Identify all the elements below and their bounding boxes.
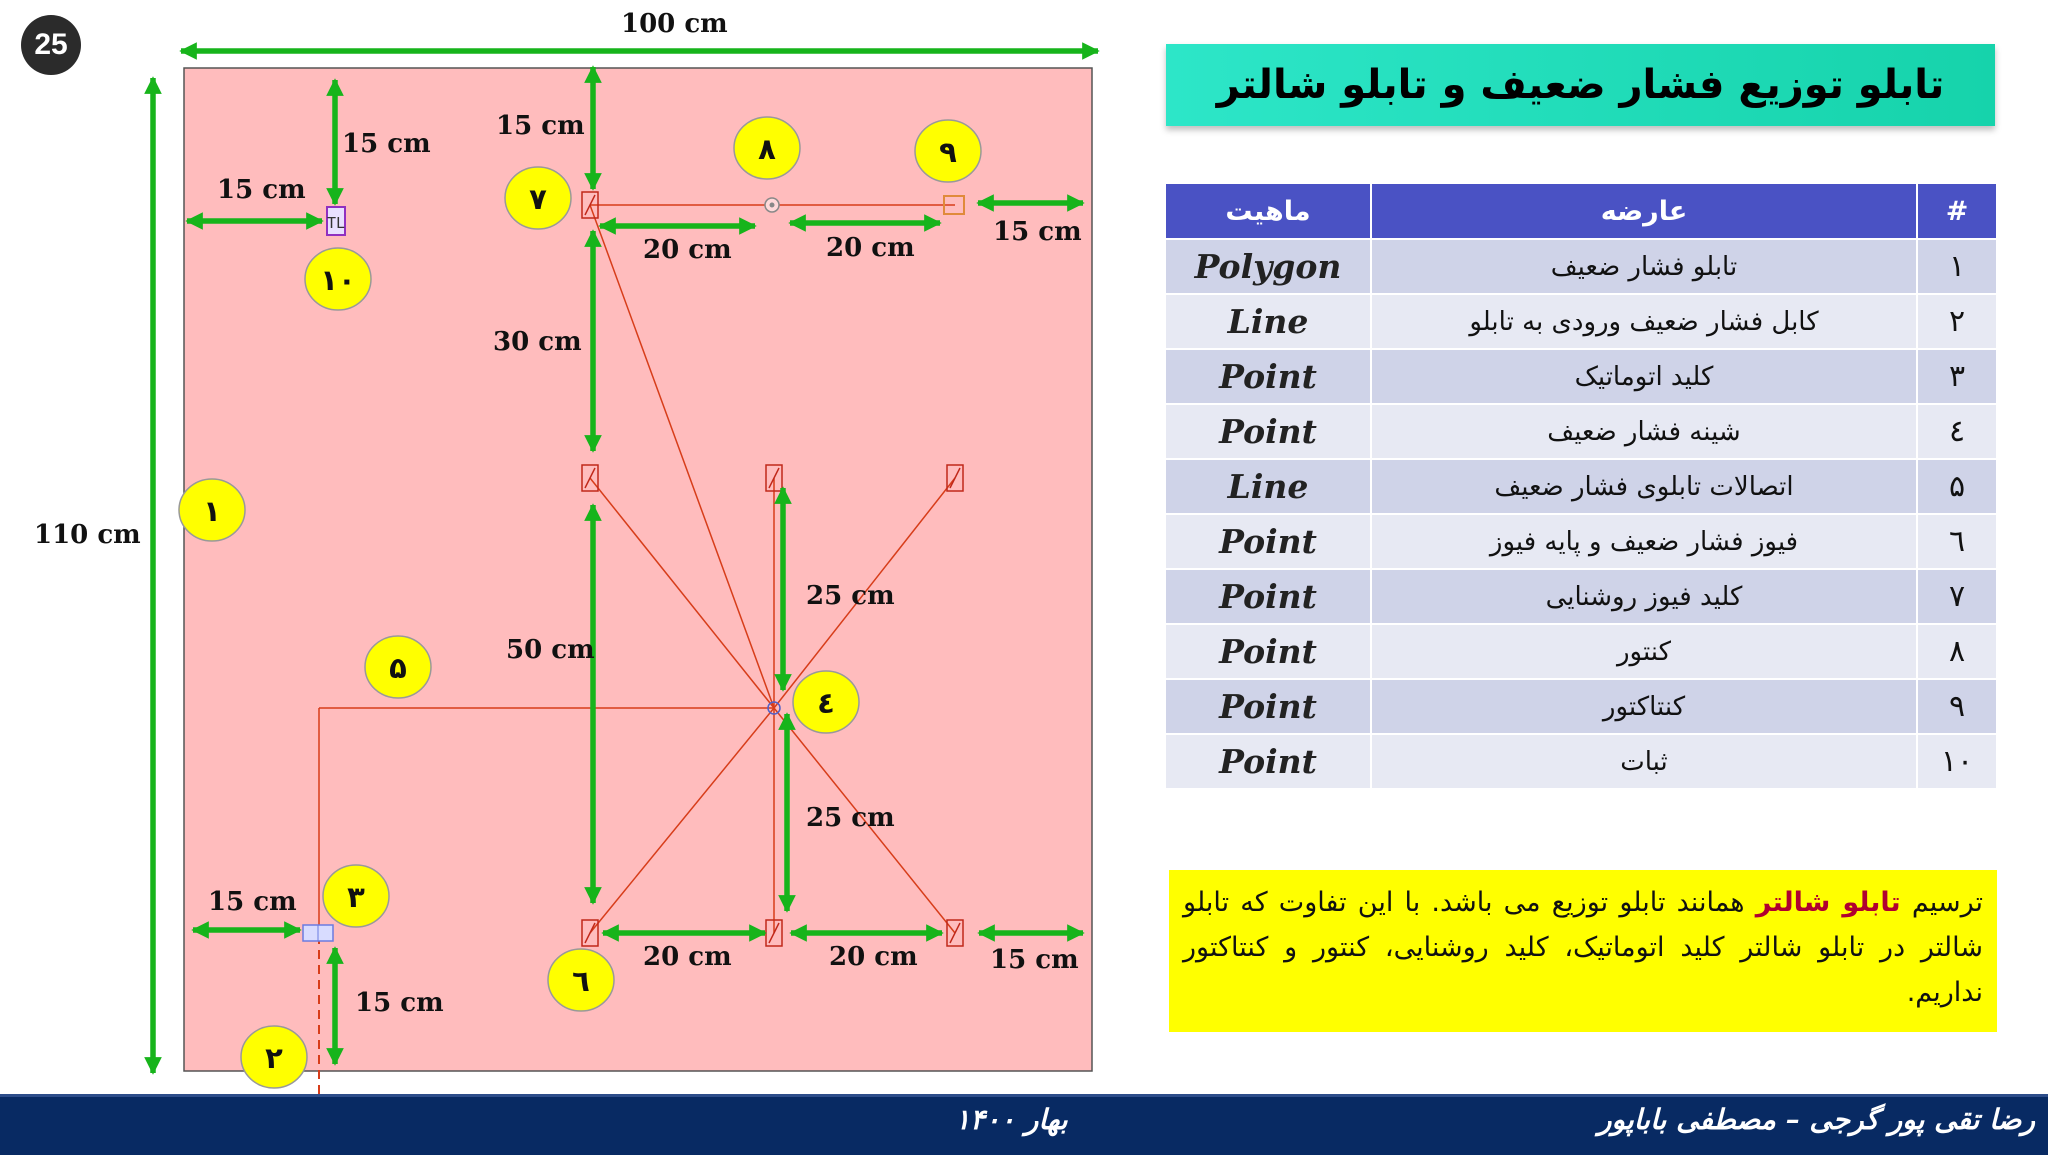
dim-label-top-left-v: 15 cm bbox=[342, 129, 431, 159]
table-row bbox=[1166, 239, 1997, 294]
dim-label-top-left-h: 15 cm bbox=[217, 175, 306, 205]
row-feature: ثبات bbox=[1371, 734, 1917, 788]
row-num: ۷ bbox=[1917, 569, 1997, 624]
table-row bbox=[1166, 514, 1997, 569]
svg-text:۱۰: ۱۰ bbox=[320, 263, 356, 297]
table-row bbox=[1166, 569, 1997, 624]
dim-label-lower-v: 50 cm bbox=[506, 635, 595, 665]
page-title: تابلو توزیع فشار ضعیف و تابلو شالتر bbox=[1216, 62, 1945, 108]
table-row bbox=[1166, 294, 1997, 349]
note-box bbox=[1169, 870, 1997, 1032]
dim-label-center-up: 25 cm bbox=[806, 581, 895, 611]
row-num: ٦ bbox=[1917, 514, 1997, 569]
marker-7 bbox=[505, 167, 571, 229]
row-feature: شینه فشار ضعیف bbox=[1371, 404, 1917, 459]
legend-header-num: # bbox=[1917, 184, 1997, 239]
row-type: Point bbox=[1166, 349, 1371, 404]
dim-label-width: 100 cm bbox=[621, 9, 728, 39]
row-type: Point bbox=[1166, 404, 1371, 459]
svg-text:۱: ۱ bbox=[203, 494, 221, 528]
svg-text:۸: ۸ bbox=[758, 132, 776, 166]
row-feature: اتصالات تابلوی فشار ضعیف bbox=[1371, 459, 1917, 514]
dim-label-bot-h2: 20 cm bbox=[829, 942, 918, 972]
dim-label-center-down: 25 cm bbox=[806, 803, 895, 833]
title-banner bbox=[1166, 44, 1995, 126]
marker-8 bbox=[734, 117, 800, 179]
svg-text:٤: ٤ bbox=[817, 686, 835, 720]
marker-4 bbox=[793, 671, 859, 733]
row-type: Line bbox=[1166, 294, 1371, 349]
row-num: ٤ bbox=[1917, 404, 1997, 459]
dim-label-height: 110 cm bbox=[34, 520, 141, 550]
dim-label-top-v: 15 cm bbox=[496, 111, 585, 141]
svg-text:۷: ۷ bbox=[529, 182, 547, 216]
footer-authors: رضا تقی پور گرجی – مصطفی باباپور bbox=[1598, 1103, 2035, 1136]
row-feature: کنتور bbox=[1371, 624, 1917, 679]
svg-text:۵: ۵ bbox=[389, 651, 407, 685]
marker-5 bbox=[365, 636, 431, 698]
row-type: Point bbox=[1166, 679, 1371, 734]
row-num: ۹ bbox=[1917, 679, 1997, 734]
row-type: Point bbox=[1166, 734, 1371, 788]
note-highlight: تابلو شالتر bbox=[1755, 887, 1901, 918]
dim-label-top-h2: 20 cm bbox=[826, 233, 915, 263]
legend-header-feature: عارضه bbox=[1371, 184, 1917, 239]
dim-label-bot-right: 15 cm bbox=[990, 945, 1079, 975]
meter-symbol bbox=[765, 198, 779, 212]
row-feature: کلید اتوماتیک bbox=[1371, 349, 1917, 404]
note-text: همانند تابلو توزیع می باشد. با این تفاوت که تابلو شالتر در تابلو شالتر کلید اتوماتیک، کلید روشنایی، کنتور و کنتاکتور نداریم. bbox=[1183, 887, 1983, 1008]
dim-label-bot-left-v: 15 cm bbox=[355, 988, 444, 1018]
thermostat-symbol bbox=[327, 207, 345, 235]
row-feature: کلید فیوز روشنایی bbox=[1371, 569, 1917, 624]
marker-2 bbox=[241, 1026, 307, 1088]
dim-label-bot-h1: 20 cm bbox=[643, 942, 732, 972]
row-num: ۲ bbox=[1917, 294, 1997, 349]
svg-text:٦: ٦ bbox=[572, 964, 590, 998]
dim-label-mid-v: 30 cm bbox=[493, 327, 582, 357]
table-row bbox=[1166, 404, 1997, 459]
footer-season: بهار ۱۴۰۰ bbox=[955, 1103, 1068, 1136]
row-type: Line bbox=[1166, 459, 1371, 514]
row-num: ۳ bbox=[1917, 349, 1997, 404]
row-feature: کابل فشار ضعیف ورودی به تابلو bbox=[1371, 294, 1917, 349]
row-feature: فیوز فشار ضعیف و پایه فیوز bbox=[1371, 514, 1917, 569]
legend-header-row bbox=[1166, 184, 1997, 239]
row-type: Polygon bbox=[1166, 239, 1371, 294]
table-row bbox=[1166, 349, 1997, 404]
row-feature: تابلو فشار ضعیف bbox=[1371, 239, 1917, 294]
dim-label-top-h1: 20 cm bbox=[643, 235, 732, 265]
table-row bbox=[1166, 624, 1997, 679]
row-type: Point bbox=[1166, 514, 1371, 569]
row-feature: کنتاکتور bbox=[1371, 679, 1917, 734]
row-num: ۸ bbox=[1917, 624, 1997, 679]
note-prefix: ترسیم bbox=[1900, 887, 1983, 918]
dim-label-bot-left-h: 15 cm bbox=[208, 887, 297, 917]
footer-bar bbox=[0, 1094, 2048, 1155]
legend-header-type: ماهیت bbox=[1166, 184, 1371, 239]
row-num: ۱۰ bbox=[1917, 734, 1997, 788]
marker-9 bbox=[915, 120, 981, 182]
table-row bbox=[1166, 679, 1997, 734]
marker-3 bbox=[323, 865, 389, 927]
svg-text:TL: TL bbox=[326, 214, 346, 232]
marker-1 bbox=[179, 479, 245, 541]
svg-text:۲: ۲ bbox=[265, 1041, 283, 1075]
marker-10 bbox=[305, 248, 371, 310]
row-type: Point bbox=[1166, 624, 1371, 679]
slide-number: 25 bbox=[21, 15, 81, 75]
row-type: Point bbox=[1166, 569, 1371, 624]
svg-text:۹: ۹ bbox=[939, 135, 957, 169]
dim-label-top-right: 15 cm bbox=[993, 217, 1082, 247]
marker-6 bbox=[548, 949, 614, 1011]
table-row bbox=[1166, 459, 1997, 514]
table-row bbox=[1166, 734, 1997, 788]
svg-text:۳: ۳ bbox=[347, 880, 365, 914]
row-num: ۵ bbox=[1917, 459, 1997, 514]
row-num: ۱ bbox=[1917, 239, 1997, 294]
legend-table bbox=[1166, 184, 1998, 788]
